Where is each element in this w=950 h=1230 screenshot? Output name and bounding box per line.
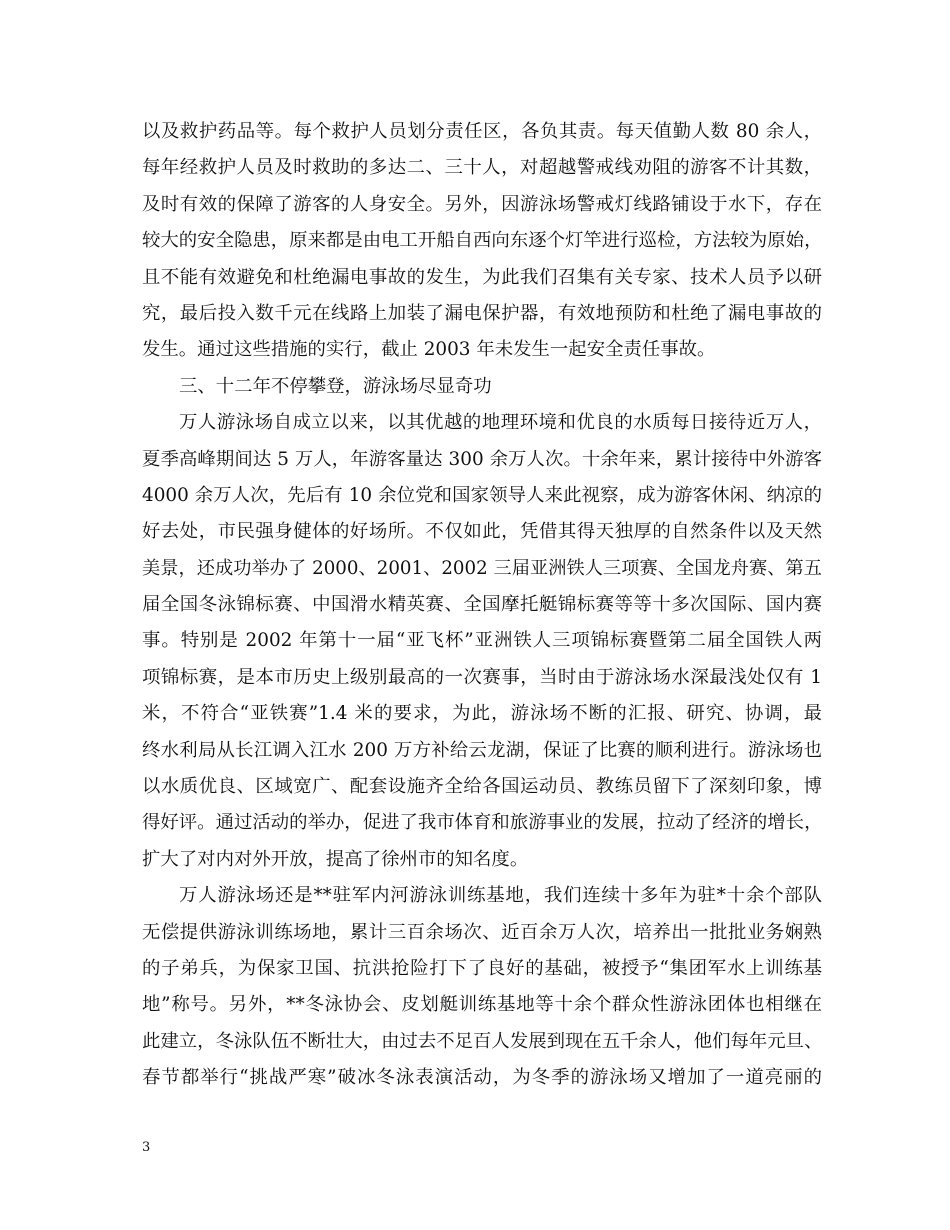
text-line: 每年经救护人员及时救助的多达二、三十人，对超越警戒线劝阻的游客不计其数， <box>142 157 822 179</box>
text-line: 无偿提供游泳训练场地，累计三百余场次、近百余万人次，培养出一批批业务娴熟 <box>142 921 822 943</box>
text-line: 事。特别是 2002 年第十一届“亚飞杯”亚洲铁人三项锦标赛暨第二届全国铁人两 <box>142 630 822 652</box>
text-line: 及时有效的保障了游客的人身安全。另外，因游泳场警戒灯线路铺设于水下，存在 <box>142 193 822 215</box>
text-line: 发生。通过这些措施的实行，截止 2003 年未发生一起安全责任事故。 <box>142 339 716 361</box>
text-line: 扩大了对内对外开放，提高了徐州市的知名度。 <box>142 848 529 870</box>
text-line: 夏季高峰期间达 5 万人，年游客量达 300 余万人次。十余年来，累计接待中外游客 <box>142 448 822 470</box>
text-line: 届全国冬泳锦标赛、中国滑水精英赛、全国摩托艇锦标赛等等十多次国际、国内赛 <box>142 594 822 616</box>
page-number: 3 <box>142 1140 151 1155</box>
text-line: 且不能有效避免和杜绝漏电事故的发生，为此我们召集有关专家、技术人员予以研 <box>142 266 822 288</box>
text-line: 究，最后投入数千元在线路上加装了漏电保护器，有效地预防和杜绝了漏电事故的 <box>142 302 822 324</box>
text-line: 地”称号。另外，**冬泳协会、皮划艇训练基地等十余个群众性游泳团体也相继在 <box>142 994 822 1016</box>
text-line: 好去处，市民强身健体的好场所。不仅如此，凭借其得天独厚的自然条件以及天然 <box>142 521 822 543</box>
text-line: 春节都举行“挑战严寒”破冰冬泳表演活动，为冬季的游泳场又增加了一道亮丽的 <box>142 1067 822 1089</box>
text-line: 的子弟兵，为保家卫国、抗洪抢险打下了良好的基础，被授予“集团军水上训练基 <box>142 957 822 979</box>
text-line: 万人游泳场还是**驻军内河游泳训练基地，我们连续十多年为驻*十余个部队 <box>179 885 822 907</box>
text-line: 终水利局从长江调入江水 200 万方补给云龙湖，保证了比赛的顺利进行。游泳场也 <box>142 739 822 761</box>
text-line: 得好评。通过活动的举办，促进了我市体育和旅游事业的发展，拉动了经济的增长， <box>142 812 823 834</box>
body-text <box>142 114 822 1097</box>
text-line: 万人游泳场自成立以来，以其优越的地理环境和优良的水质每日接待近万人， <box>179 412 822 434</box>
text-line: 以水质优良、区域宽广、配套设施齐全给各国运动员、教练员留下了深刻印象，博 <box>142 776 822 798</box>
text-line: 美景，还成功举办了 2000、2001、2002 三届亚洲铁人三项赛、全国龙舟赛、第五 <box>142 557 822 579</box>
text-line: 较大的安全隐患，原来都是由电工开船自西向东逐个灯竿进行巡检，方法较为原始， <box>142 230 823 252</box>
text-line: 米，不符合“亚铁赛”1.4 米的要求，为此，游泳场不断的汇报、研究、协调，最 <box>142 703 822 725</box>
text-line: 以及救护药品等。每个救护人员划分责任区，各负其责。每天值勤人数 80 余人， <box>142 121 822 142</box>
section-heading: 三、十二年不停攀登，游泳场尽显奇功 <box>179 375 492 397</box>
text-line: 项锦标赛，是本市历史上级别最高的一次赛事，当时由于游泳场水深最浅处仅有 1 <box>142 666 822 688</box>
text-line: 此建立，冬泳队伍不断壮大，由过去不足百人发展到现在五千余人，他们每年元旦、 <box>142 1030 823 1052</box>
text-line: 4000 余万人次，先后有 10 余位党和国家领导人来此视察，成为游客休闲、纳凉的 <box>142 484 822 506</box>
